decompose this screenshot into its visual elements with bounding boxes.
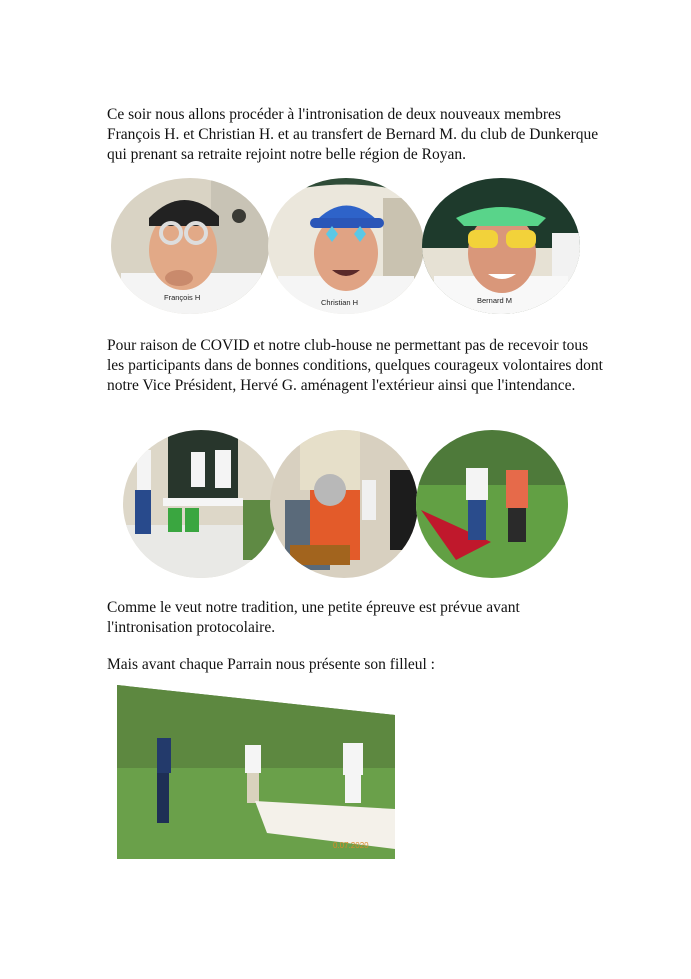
intro-paragraph: Ce soir nous allons procéder à l'intronisation de deux nouveaux membres François H. et Christian H. et au transfert de Bernard M. du club de Dunkerque qui prenant sa retraite rejoint notre belle région de Royan. bbox=[107, 106, 599, 163]
photo-lawn bbox=[416, 430, 568, 578]
tradition-paragraph: Comme le veut notre tradition, une petite épreuve est prévue avant l'intronisation protocolaire. bbox=[107, 599, 520, 636]
photo-kitchen bbox=[270, 430, 418, 578]
portrait-caption-bernard: Bernard M bbox=[477, 296, 513, 305]
parrain-paragraph: Mais avant chaque Parrain nous présente son filleul : bbox=[107, 656, 435, 673]
portrait-caption-christian: Christian H bbox=[321, 298, 359, 307]
photo-parrains bbox=[117, 683, 397, 866]
portrait-bernard bbox=[422, 178, 580, 314]
portrait-caption-francois: François H bbox=[164, 293, 201, 302]
photo-garden-table bbox=[123, 430, 279, 578]
portrait-christian bbox=[268, 178, 424, 314]
date-stamp: 0.07.2020 bbox=[333, 841, 369, 850]
covid-paragraph: Pour raison de COVID et notre club-house ne permettant pas de recevoir tous les participants dans de bonnes conditions, quelques courageux volontaires dont notre Vice Président, Hervé G. aménagent l'extérieur ainsi que l'intendance. bbox=[107, 337, 603, 394]
